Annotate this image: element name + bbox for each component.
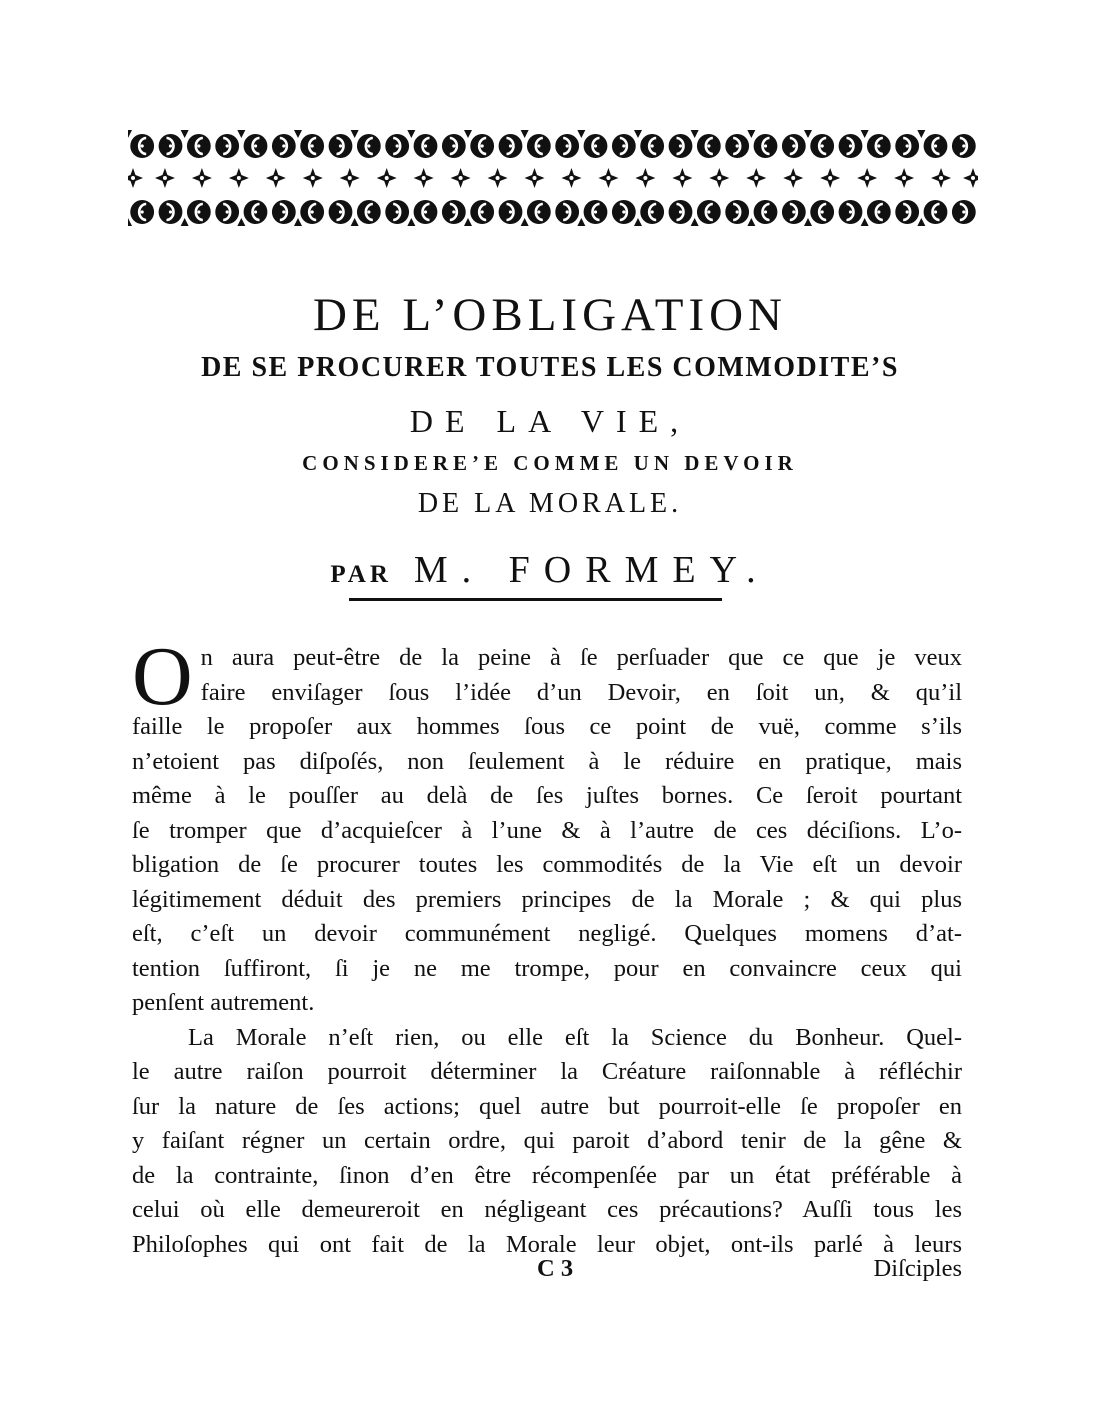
ornament-cross-flower xyxy=(377,168,397,188)
ornament-scroll-unit xyxy=(128,130,154,158)
ornament-cross-flower xyxy=(857,168,877,188)
ornament-scroll-unit xyxy=(839,134,863,158)
paragraph-2 xyxy=(132,1021,962,1263)
ornament-scroll-unit xyxy=(159,134,183,158)
text-line: n aura peut-être de la peine à ſe perſuader que ce que je veux xyxy=(200,644,962,671)
ornament-scroll-unit xyxy=(442,200,466,224)
ornament-scroll-unit xyxy=(725,200,749,224)
ornament-cross-flower xyxy=(635,168,655,188)
ornament-scroll-unit xyxy=(917,200,947,226)
ornament-cross-flower xyxy=(894,168,914,188)
ornament-scroll-unit xyxy=(917,130,947,158)
title-separator-rule xyxy=(349,598,722,601)
text-line: ſe tromper que d’acquieſcer à l’une & à l’autre de ces déciſions. L’o- xyxy=(132,816,962,844)
ornament-scroll-unit xyxy=(691,130,721,158)
ornament-cross-flower xyxy=(963,168,978,188)
text-line: y faiſant régner un certain ordre, qui paroit d’abord tenir de la gêne & xyxy=(132,1127,962,1154)
ornament-scroll-unit xyxy=(385,134,409,158)
title-line-1: DE L’OBLIGATION xyxy=(312,289,788,341)
ornament-scroll-unit xyxy=(499,200,523,224)
ornament-scroll-unit xyxy=(804,130,834,158)
ornament-scroll-unit xyxy=(215,134,239,158)
ornament-scroll-unit xyxy=(634,130,664,158)
ornament-cross-flower xyxy=(561,168,581,188)
text-line: ſur la nature de ſes actions; quel autre but pourroit-elle ſe propoſer en xyxy=(132,1092,962,1120)
author-byline xyxy=(0,548,1100,592)
ornament-scroll-unit xyxy=(159,200,183,224)
text-line: n’etoient pas diſpoſés, non ſeulement à le réduire en pratique, mais xyxy=(132,747,962,775)
ornament-scroll-unit xyxy=(351,130,381,158)
ornament-cross-flower xyxy=(746,168,766,188)
ornament-band-top xyxy=(128,130,978,160)
ornament-scroll-unit xyxy=(181,130,211,158)
ornament-cross-flower xyxy=(192,168,212,188)
ornament-scroll-unit xyxy=(669,134,693,158)
ornament-scroll-unit xyxy=(499,134,523,158)
ornament-band-bottom xyxy=(128,196,978,226)
ornament-scroll-unit xyxy=(128,200,154,226)
ornament-scroll-unit xyxy=(351,200,381,226)
ornament-scroll-unit xyxy=(215,200,239,224)
ornament-cross-flower xyxy=(340,168,360,188)
ornament-scroll-unit xyxy=(329,134,353,158)
page-footer xyxy=(132,1255,962,1291)
ornament-cross-flower xyxy=(672,168,692,188)
ornament-scroll-unit xyxy=(861,130,891,158)
ornament-cross-flower xyxy=(155,168,175,188)
ornament-scroll-unit xyxy=(521,200,551,226)
catchword: Diſciples xyxy=(873,1255,962,1282)
drop-cap: O xyxy=(132,630,193,723)
ornament-scroll-unit xyxy=(782,134,806,158)
ornament-band-middle xyxy=(128,166,978,190)
title-line-4: CONSIDERE’E COMME UN DEVOIR xyxy=(302,451,798,475)
title-line-2: DE SE PROCURER TOUTES LES COMMODITE’S xyxy=(201,352,899,383)
text-line: le autre raiſon pourroit déterminer la Créature raiſonnable à réfléchir xyxy=(132,1058,962,1085)
ornament-scroll-unit xyxy=(577,130,607,158)
ornament-scroll-unit xyxy=(407,130,437,158)
text-line: Philoſophes qui ont fait de la Morale leur objet, ont-ils parlé à leurs xyxy=(132,1230,962,1258)
byline-par: PAR xyxy=(330,561,392,588)
ornament-cross-flower xyxy=(820,168,840,188)
ornament-cross-flower xyxy=(783,168,803,188)
ornament-cross-flower xyxy=(598,168,618,188)
signature-mark: C 3 xyxy=(537,1255,574,1282)
ornament-cross-flower xyxy=(266,168,286,188)
text-line: eſt, c’eſt un devoir communément negligé. Quelques momens d’at- xyxy=(132,920,962,947)
ornament-scroll-unit xyxy=(555,134,579,158)
ornament-scroll-unit xyxy=(521,130,551,158)
ornament-cross-flower xyxy=(128,168,143,188)
text-line: faille le propoſer aux hommes ſous ce point de vuë, comme s’ils xyxy=(132,713,962,740)
ornament-scroll-unit xyxy=(237,200,267,226)
ornament-scroll-unit xyxy=(407,200,437,226)
ornament-scroll-unit xyxy=(272,134,296,158)
text-line: même à le pouſſer au delà de ſes juſtes bornes. Ce ſeroit pourtant xyxy=(132,782,962,809)
ornament-scroll-unit xyxy=(669,200,693,224)
ornament-cross-flower xyxy=(525,168,545,188)
ornament-scroll-unit xyxy=(577,200,607,226)
headpiece-ornament xyxy=(128,130,978,230)
ornament-scroll-unit xyxy=(861,200,891,226)
ornament-scroll-unit xyxy=(804,200,834,226)
ornament-scroll-unit xyxy=(725,134,749,158)
ornament-scroll-unit xyxy=(895,200,919,224)
ornament-scroll-unit xyxy=(555,200,579,224)
ornament-cross-flower xyxy=(414,168,434,188)
ornament-cross-flower xyxy=(303,168,323,188)
ornament-scroll-unit xyxy=(294,130,324,158)
text-line: bligation de ſe procurer toutes les commodités de la Vie eſt un devoir xyxy=(132,851,962,878)
author-name: M. FORMEY. xyxy=(413,549,770,591)
ornament-scroll-unit xyxy=(329,200,353,224)
ornament-cross-flower xyxy=(229,168,249,188)
ornament-scroll-unit xyxy=(464,200,494,226)
ornament-scroll-unit xyxy=(634,200,664,226)
ornament-scroll-unit xyxy=(895,134,919,158)
ornament-scroll-unit xyxy=(272,200,296,224)
text-line: penſent autrement. xyxy=(132,989,315,1016)
ornament-scroll-unit xyxy=(952,134,976,158)
body-text xyxy=(132,630,962,1262)
text-line: La Morale n’eſt rien, ou elle eſt la Science du Bonheur. Quel- xyxy=(188,1023,962,1051)
ornament-scroll-unit xyxy=(385,200,409,224)
ornament-cross-flower xyxy=(931,168,951,188)
ornament-scroll-unit xyxy=(181,200,211,226)
paragraph-1 xyxy=(132,630,962,1021)
ornament-scroll-unit xyxy=(612,200,636,224)
ornament-scroll-unit xyxy=(691,200,721,226)
text-line: faire enviſager ſous l’idée d’un Devoir, en ſoit un, & qu’il xyxy=(200,678,962,706)
title-line-5: DE LA MORALE. xyxy=(417,488,683,519)
title-line-3: DE LA VIE, xyxy=(409,403,691,439)
ornament-scroll-unit xyxy=(294,200,324,226)
ornament-scroll-unit xyxy=(839,200,863,224)
text-line: celui où elle demeureroit en négligeant ces précautions? Auſſi tous les xyxy=(132,1196,962,1223)
ornament-scroll-unit xyxy=(464,130,494,158)
text-line: de la contrainte, ſinon d’en être récompenſée par un état préférable à xyxy=(132,1161,962,1189)
ornament-cross-flower xyxy=(451,168,471,188)
ornament-scroll-unit xyxy=(747,130,777,158)
text-line: légitimement déduit des premiers principes de la Morale ; & qui plus xyxy=(132,885,962,913)
ornament-scroll-unit xyxy=(442,134,466,158)
ornament-scroll-unit xyxy=(237,130,267,158)
ornament-scroll-unit xyxy=(952,200,976,224)
ornament-scroll-unit xyxy=(612,134,636,158)
text-line: tention ſuffiront, ſi je ne me trompe, pour en convaincre ceux qui xyxy=(132,954,962,982)
ornament-scroll-unit xyxy=(747,200,777,226)
ornament-cross-flower xyxy=(709,168,729,188)
ornament-cross-flower xyxy=(488,168,508,188)
ornament-scroll-unit xyxy=(782,200,806,224)
